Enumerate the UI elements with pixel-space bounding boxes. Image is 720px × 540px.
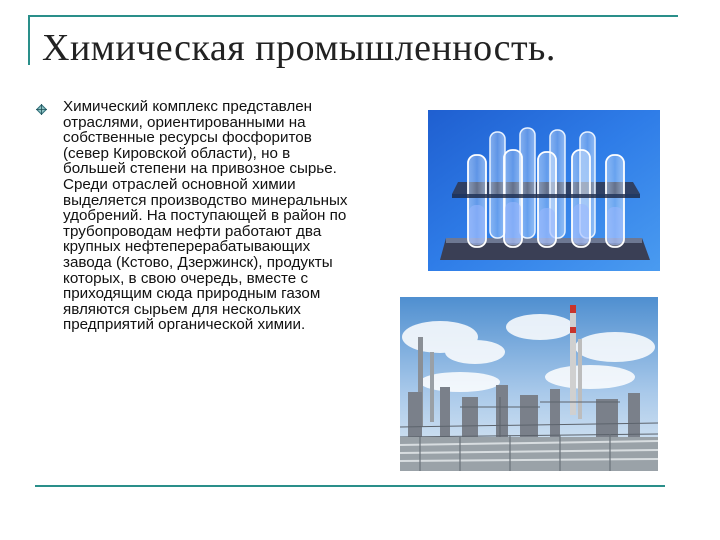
diamond-bullet-icon [36, 104, 47, 115]
refinery-photo [400, 297, 658, 471]
frame-bottom-line [35, 485, 665, 487]
frame-left-line [28, 15, 30, 65]
test-tubes-photo [428, 110, 660, 271]
slide-body-text: Химический комплекс представлен отраслями, ориентированными на собственные ресурсы фосфоритов (север Кировской области), но в большей степени на привозное сырье. Среди отраслей основной химии выделяется производство минеральных удобрений. На поступающей в район по трубопроводам нефти работают два крупных нефтеперерабатывающих завода (Кстово, Дзержинск), продукты которых, в свою очередь, вместе с приходящим сюда природным газом являются сырьем для нескольких предприятий органической химии. [63, 98, 348, 334]
frame-top-line [28, 15, 678, 17]
slide-title: Химическая промышленность. [42, 27, 556, 69]
